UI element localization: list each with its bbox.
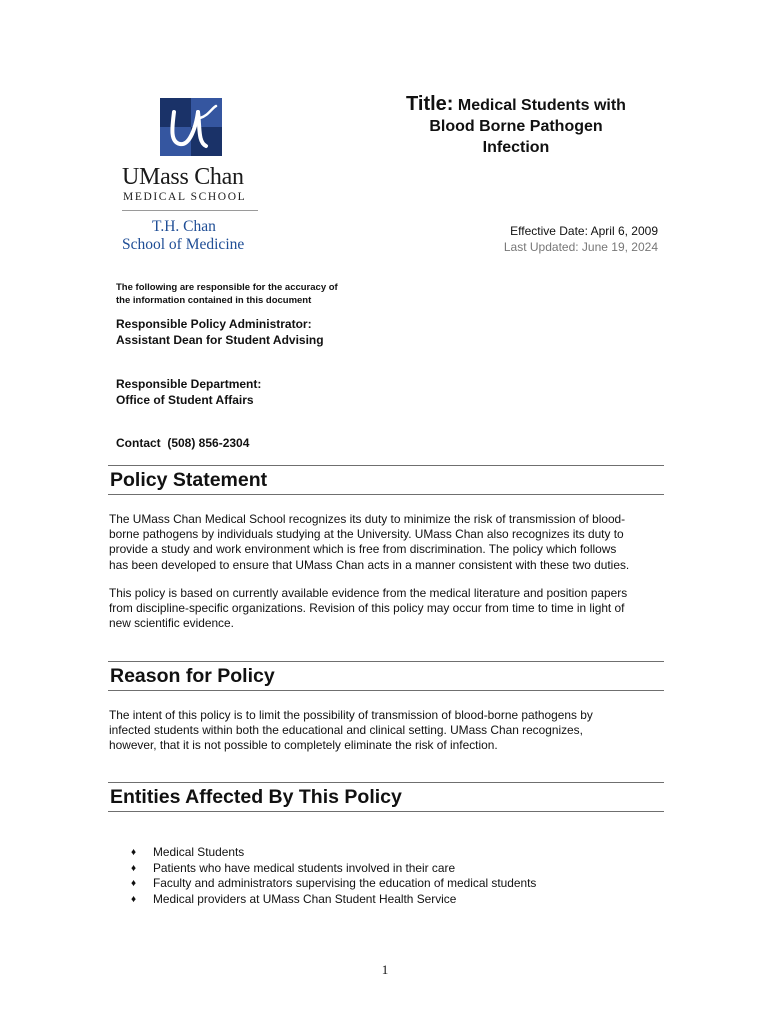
- last-updated-date: Last Updated: June 19, 2024: [503, 240, 658, 254]
- paragraph-line: infected students within both the educational and clinical setting. UMass Chan recognizes,: [109, 723, 583, 738]
- umass-chan-logo-mark: [160, 98, 222, 156]
- diamond-bullet-icon: ♦: [131, 847, 137, 858]
- diamond-bullet-icon: ♦: [131, 862, 137, 874]
- section-heading-entities-affected: [108, 782, 664, 812]
- responsible-department-label: Responsible Department:: [116, 377, 262, 391]
- section-heading-policy-statement: [108, 465, 664, 495]
- policy-administrator: [116, 316, 324, 348]
- responsibility-note-line1: The following are responsible for the accuracy of: [116, 282, 338, 293]
- title-label: Title:: [406, 93, 454, 115]
- list-item-text: Medical providers at UMass Chan Student Health Service: [153, 892, 457, 907]
- policy-statement-paragraph-1: [109, 512, 664, 573]
- paragraph-line: provide a study and work environment which is free from discrimination. The policy which follows: [109, 542, 617, 557]
- diamond-bullet-icon: ♦: [131, 878, 137, 890]
- paragraph-line: has been developed to ensure that UMass Chan acts in a manner consistent with these two duties.: [109, 557, 630, 572]
- paragraph-line: This policy is based on currently available evidence from the medical literature and position papers: [109, 586, 628, 600]
- reason-heading-text: Reason for Policy: [110, 665, 275, 687]
- policy-administrator-label: Responsible Policy Administrator:: [116, 317, 312, 331]
- list-item: [131, 876, 536, 892]
- paragraph-line: new scientific evidence.: [109, 616, 234, 631]
- paragraph-line: from discipline-specific organizations. Revision of this policy may occur from time to time in light of: [109, 601, 625, 616]
- section-heading-reason-for-policy: [108, 661, 664, 691]
- logo-wordmark: UMass Chan: [122, 164, 244, 190]
- logo-school-line1: T.H. Chan: [152, 218, 216, 235]
- logo-divider: [122, 210, 258, 211]
- contact-phone: Contact (508) 856-2304: [116, 436, 250, 450]
- logo-school-line2: School of Medicine: [122, 236, 245, 253]
- logo-subtitle: MEDICAL SCHOOL: [123, 191, 247, 203]
- list-item: [131, 892, 536, 908]
- list-item-text: Patients who have medical students involved in their care: [153, 860, 456, 875]
- paragraph-line: The intent of this policy is to limit the possibility of transmission of blood-borne pathogens by: [109, 708, 593, 722]
- paragraph-line: however, that it is not possible to completely eliminate the risk of infection.: [109, 738, 498, 753]
- responsibility-note-line2: the information contained in this document: [116, 295, 312, 306]
- list-item-text: Medical Students: [153, 845, 245, 859]
- responsible-department: [116, 376, 261, 408]
- policy-statement-paragraph-2: [109, 586, 664, 632]
- paragraph-line: borne pathogens by individuals studying at the University. UMass Chan also recognizes its duty to: [109, 527, 624, 542]
- list-item-text: Faculty and administrators supervising the education of medical students: [153, 876, 537, 891]
- title-line-2: Blood Borne Pathogen: [429, 118, 603, 135]
- title-line-1: Medical Students with: [457, 97, 626, 114]
- policy-statement-heading-text: Policy Statement: [110, 469, 268, 491]
- responsibility-note: [116, 281, 366, 307]
- reason-paragraph: [109, 708, 664, 754]
- document-title: [380, 94, 652, 158]
- diamond-bullet-icon: ♦: [131, 894, 137, 906]
- page-number: 1: [381, 962, 389, 977]
- effective-date: Effective Date: April 6, 2009: [510, 224, 658, 238]
- title-line-3: Infection: [482, 139, 550, 156]
- list-item: [131, 861, 536, 877]
- policy-administrator-value: Assistant Dean for Student Advising: [116, 333, 324, 347]
- entities-heading-text: Entities Affected By This Policy: [110, 786, 402, 808]
- responsible-department-value: Office of Student Affairs: [116, 393, 254, 407]
- paragraph-line: The UMass Chan Medical School recognizes its duty to minimize the risk of transmission of blood-: [109, 512, 626, 526]
- entities-affected-list: [131, 845, 536, 908]
- list-item: [131, 845, 536, 861]
